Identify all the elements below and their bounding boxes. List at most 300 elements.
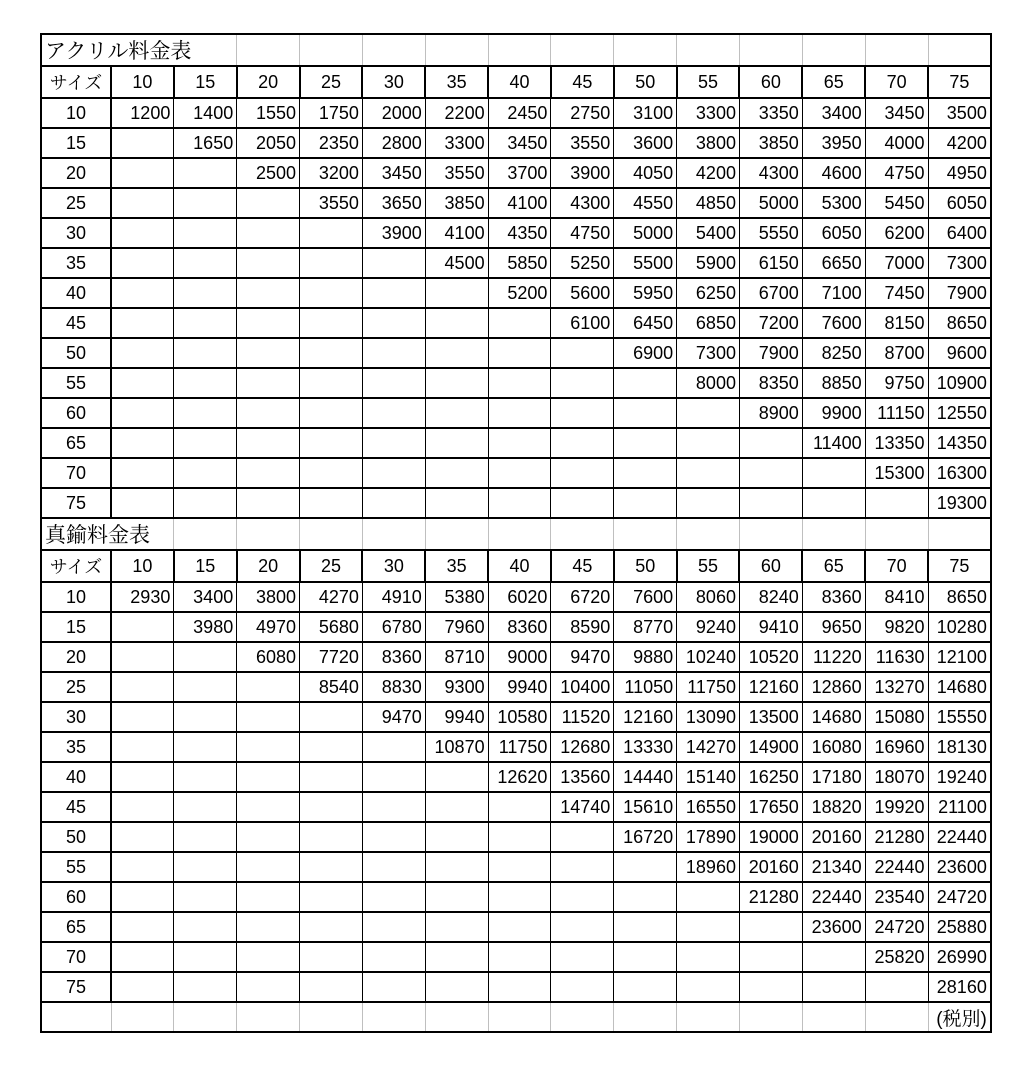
empty-cell xyxy=(237,248,300,278)
price-cell: 12160 xyxy=(614,702,677,732)
table-row xyxy=(41,972,991,1002)
empty-cell xyxy=(551,398,614,428)
row-header-30: 30 xyxy=(41,218,111,248)
empty-cell xyxy=(237,188,300,218)
price-cell: 8710 xyxy=(425,642,488,672)
price-cell: 20160 xyxy=(802,822,865,852)
column-header-20: 20 xyxy=(237,550,300,582)
price-cell: 7900 xyxy=(928,278,991,308)
price-cell: 2450 xyxy=(488,98,551,128)
empty-cell xyxy=(300,852,363,882)
empty-cell xyxy=(488,912,551,942)
empty-cell xyxy=(237,852,300,882)
price-cell: 6150 xyxy=(739,248,802,278)
empty-cell xyxy=(865,972,928,1002)
empty-cell xyxy=(111,458,174,488)
column-header-60: 60 xyxy=(739,550,802,582)
empty-cell xyxy=(111,822,174,852)
empty-cell xyxy=(111,942,174,972)
empty-cell xyxy=(300,912,363,942)
price-cell: 19300 xyxy=(928,488,991,518)
price-cell: 6200 xyxy=(865,218,928,248)
price-cell: 6900 xyxy=(614,338,677,368)
row-header-10: 10 xyxy=(41,98,111,128)
table-row xyxy=(41,582,991,612)
empty-cell xyxy=(677,458,740,488)
price-cell: 1650 xyxy=(174,128,237,158)
empty-cell xyxy=(237,398,300,428)
empty-cell xyxy=(237,702,300,732)
price-cell: 2350 xyxy=(300,128,363,158)
price-cell: 23600 xyxy=(928,852,991,882)
price-cell: 3350 xyxy=(739,98,802,128)
price-cell: 10870 xyxy=(425,732,488,762)
title-gap-cell xyxy=(425,34,488,66)
price-cell: 28160 xyxy=(928,972,991,1002)
title-gap-cell xyxy=(362,518,425,550)
empty-cell xyxy=(237,338,300,368)
price-cell: 9300 xyxy=(425,672,488,702)
table-row xyxy=(41,368,991,398)
column-header-40: 40 xyxy=(488,550,551,582)
price-cell: 8590 xyxy=(551,612,614,642)
row-header-75: 75 xyxy=(41,972,111,1002)
price-cell: 5680 xyxy=(300,612,363,642)
empty-cell xyxy=(551,942,614,972)
price-cell: 6080 xyxy=(237,642,300,672)
price-cell: 12550 xyxy=(928,398,991,428)
empty-cell xyxy=(488,368,551,398)
empty-cell xyxy=(425,428,488,458)
price-cell: 10400 xyxy=(551,672,614,702)
price-cell: 17890 xyxy=(677,822,740,852)
empty-cell xyxy=(802,488,865,518)
empty-cell xyxy=(551,882,614,912)
empty-cell xyxy=(425,398,488,428)
empty-cell xyxy=(614,428,677,458)
price-cell: 11750 xyxy=(677,672,740,702)
price-cell: 4970 xyxy=(237,612,300,642)
empty-cell xyxy=(300,882,363,912)
price-cell: 12100 xyxy=(928,642,991,672)
size-corner-label: サイズ xyxy=(41,550,111,582)
title-gap-cell xyxy=(237,34,300,66)
price-cell: 3300 xyxy=(425,128,488,158)
price-cell: 2930 xyxy=(111,582,174,612)
empty-cell xyxy=(425,972,488,1002)
table-title: アクリル料金表 xyxy=(45,40,192,63)
price-cell: 12860 xyxy=(802,672,865,702)
title-gap-cell xyxy=(802,518,865,550)
empty-cell xyxy=(174,188,237,218)
price-cell: 15300 xyxy=(865,458,928,488)
empty-cell xyxy=(488,942,551,972)
empty-cell xyxy=(488,488,551,518)
price-cell: 7900 xyxy=(739,338,802,368)
empty-cell xyxy=(551,852,614,882)
price-cell: 8360 xyxy=(488,612,551,642)
price-cell: 5500 xyxy=(614,248,677,278)
price-cell: 14740 xyxy=(551,792,614,822)
footer-gap-cell xyxy=(488,1002,551,1032)
title-gap-cell xyxy=(739,518,802,550)
table-title: 真鍮料金表 xyxy=(45,524,150,547)
row-header-50: 50 xyxy=(41,822,111,852)
price-cell: 1400 xyxy=(174,98,237,128)
footer-gap-cell xyxy=(802,1002,865,1032)
empty-cell xyxy=(488,852,551,882)
price-cell: 22440 xyxy=(802,882,865,912)
empty-cell xyxy=(362,398,425,428)
price-cell: 9410 xyxy=(739,612,802,642)
empty-cell xyxy=(614,972,677,1002)
empty-cell xyxy=(488,822,551,852)
price-cell: 9240 xyxy=(677,612,740,642)
empty-cell xyxy=(551,368,614,398)
price-cell: 11400 xyxy=(802,428,865,458)
price-cell: 22440 xyxy=(865,852,928,882)
price-cell: 1750 xyxy=(300,98,363,128)
table-title-row xyxy=(41,34,991,66)
price-cell: 6780 xyxy=(362,612,425,642)
price-cell: 8770 xyxy=(614,612,677,642)
price-cell: 25880 xyxy=(928,912,991,942)
row-header-15: 15 xyxy=(41,612,111,642)
price-cell: 8360 xyxy=(362,642,425,672)
price-cell: 3900 xyxy=(551,158,614,188)
size-header-row xyxy=(41,66,991,98)
price-cell: 21280 xyxy=(865,822,928,852)
empty-cell xyxy=(174,428,237,458)
empty-cell xyxy=(362,912,425,942)
price-cell: 8000 xyxy=(677,368,740,398)
empty-cell xyxy=(174,398,237,428)
empty-cell xyxy=(237,458,300,488)
brass-price-table xyxy=(41,518,991,1002)
empty-cell xyxy=(362,882,425,912)
price-cell: 6050 xyxy=(802,218,865,248)
price-cell: 11220 xyxy=(802,642,865,672)
price-cell: 8350 xyxy=(739,368,802,398)
price-cell: 8700 xyxy=(865,338,928,368)
empty-cell xyxy=(362,428,425,458)
empty-cell xyxy=(111,158,174,188)
price-cell: 19920 xyxy=(865,792,928,822)
price-cell: 4950 xyxy=(928,158,991,188)
empty-cell xyxy=(300,732,363,762)
price-cell: 14680 xyxy=(928,672,991,702)
price-cell: 6400 xyxy=(928,218,991,248)
empty-cell xyxy=(362,248,425,278)
empty-cell xyxy=(362,972,425,1002)
price-cell: 12680 xyxy=(551,732,614,762)
price-cell: 14440 xyxy=(614,762,677,792)
row-header-55: 55 xyxy=(41,852,111,882)
footer-gap-cell xyxy=(174,1002,237,1032)
empty-cell xyxy=(111,218,174,248)
price-cell: 10520 xyxy=(739,642,802,672)
column-header-70: 70 xyxy=(865,550,928,582)
price-cell: 16250 xyxy=(739,762,802,792)
price-cell: 11630 xyxy=(865,642,928,672)
title-gap-cell xyxy=(551,518,614,550)
empty-cell xyxy=(300,792,363,822)
empty-cell xyxy=(614,368,677,398)
price-cell: 5450 xyxy=(865,188,928,218)
empty-cell xyxy=(739,942,802,972)
price-cell: 16080 xyxy=(802,732,865,762)
price-cell: 11150 xyxy=(865,398,928,428)
empty-cell xyxy=(551,338,614,368)
empty-cell xyxy=(111,338,174,368)
title-gap-cell xyxy=(677,518,740,550)
empty-cell xyxy=(174,308,237,338)
footer-gap-cell xyxy=(739,1002,802,1032)
price-cell: 15140 xyxy=(677,762,740,792)
price-cell: 16960 xyxy=(865,732,928,762)
price-cell: 6650 xyxy=(802,248,865,278)
table-row xyxy=(41,792,991,822)
empty-cell xyxy=(677,428,740,458)
column-header-20: 20 xyxy=(237,66,300,98)
footer-gap-cell xyxy=(300,1002,363,1032)
empty-cell xyxy=(488,972,551,1002)
empty-cell xyxy=(739,428,802,458)
empty-cell xyxy=(551,972,614,1002)
title-gap-cell xyxy=(300,518,363,550)
price-cell: 24720 xyxy=(928,882,991,912)
price-cell: 18960 xyxy=(677,852,740,882)
price-cell: 12160 xyxy=(739,672,802,702)
price-cell: 6250 xyxy=(677,278,740,308)
price-cell: 14900 xyxy=(739,732,802,762)
row-header-30: 30 xyxy=(41,702,111,732)
price-cell: 6450 xyxy=(614,308,677,338)
column-header-55: 55 xyxy=(677,66,740,98)
empty-cell xyxy=(174,672,237,702)
empty-cell xyxy=(174,642,237,672)
price-cell: 12620 xyxy=(488,762,551,792)
empty-cell xyxy=(677,398,740,428)
empty-cell xyxy=(802,942,865,972)
column-header-30: 30 xyxy=(362,550,425,582)
empty-cell xyxy=(551,458,614,488)
empty-cell xyxy=(362,488,425,518)
price-cell: 3450 xyxy=(488,128,551,158)
empty-cell xyxy=(425,308,488,338)
price-cell: 8900 xyxy=(739,398,802,428)
price-cell: 4000 xyxy=(865,128,928,158)
price-cell: 5600 xyxy=(551,278,614,308)
empty-cell xyxy=(677,882,740,912)
title-gap-cell xyxy=(425,518,488,550)
price-cell: 13090 xyxy=(677,702,740,732)
price-cell: 7300 xyxy=(928,248,991,278)
column-header-50: 50 xyxy=(614,66,677,98)
price-cell: 5250 xyxy=(551,248,614,278)
price-cell: 4550 xyxy=(614,188,677,218)
empty-cell xyxy=(237,792,300,822)
price-cell: 21280 xyxy=(739,882,802,912)
table-row xyxy=(41,398,991,428)
footer-gap-cell xyxy=(41,1002,111,1032)
price-cell: 5300 xyxy=(802,188,865,218)
row-header-75: 75 xyxy=(41,488,111,518)
price-cell: 3980 xyxy=(174,612,237,642)
price-cell: 4300 xyxy=(739,158,802,188)
price-cell: 3850 xyxy=(425,188,488,218)
empty-cell xyxy=(111,882,174,912)
row-header-40: 40 xyxy=(41,278,111,308)
column-header-75: 75 xyxy=(928,550,991,582)
price-cell: 3550 xyxy=(551,128,614,158)
empty-cell xyxy=(300,702,363,732)
title-gap-cell xyxy=(300,34,363,66)
empty-cell xyxy=(614,882,677,912)
price-cell: 1200 xyxy=(111,98,174,128)
row-header-35: 35 xyxy=(41,732,111,762)
price-cell: 9470 xyxy=(551,642,614,672)
column-header-15: 15 xyxy=(174,550,237,582)
price-cell: 23600 xyxy=(802,912,865,942)
empty-cell xyxy=(425,822,488,852)
empty-cell xyxy=(237,732,300,762)
empty-cell xyxy=(614,398,677,428)
table-row xyxy=(41,612,991,642)
empty-cell xyxy=(237,882,300,912)
empty-cell xyxy=(362,822,425,852)
price-cell: 4750 xyxy=(865,158,928,188)
size-corner-label: サイズ xyxy=(41,66,111,98)
price-cell: 3450 xyxy=(865,98,928,128)
empty-cell xyxy=(237,942,300,972)
price-cell: 23540 xyxy=(865,882,928,912)
empty-cell xyxy=(237,672,300,702)
empty-cell xyxy=(111,368,174,398)
empty-cell xyxy=(174,368,237,398)
table-footer xyxy=(41,1002,991,1032)
table-row xyxy=(41,308,991,338)
empty-cell xyxy=(300,368,363,398)
price-cell: 3550 xyxy=(425,158,488,188)
price-cell: 4100 xyxy=(488,188,551,218)
price-cell: 6020 xyxy=(488,582,551,612)
price-cell: 17180 xyxy=(802,762,865,792)
price-cell: 9470 xyxy=(362,702,425,732)
empty-cell xyxy=(425,762,488,792)
empty-cell xyxy=(300,488,363,518)
row-header-70: 70 xyxy=(41,942,111,972)
title-gap-cell xyxy=(488,518,551,550)
price-cell: 15610 xyxy=(614,792,677,822)
price-cell: 3200 xyxy=(300,158,363,188)
empty-cell xyxy=(614,488,677,518)
price-cell: 4270 xyxy=(300,582,363,612)
empty-cell xyxy=(174,792,237,822)
price-cell: 11750 xyxy=(488,732,551,762)
empty-cell xyxy=(111,612,174,642)
empty-cell xyxy=(300,308,363,338)
empty-cell xyxy=(300,972,363,1002)
table-row xyxy=(41,128,991,158)
price-cell: 15080 xyxy=(865,702,928,732)
price-cell: 14680 xyxy=(802,702,865,732)
price-cell: 4750 xyxy=(551,218,614,248)
empty-cell xyxy=(802,972,865,1002)
table-row xyxy=(41,338,991,368)
price-cell: 4500 xyxy=(425,248,488,278)
title-gap-cell xyxy=(865,518,928,550)
empty-cell xyxy=(174,248,237,278)
empty-cell xyxy=(362,278,425,308)
empty-cell xyxy=(362,732,425,762)
column-header-25: 25 xyxy=(300,550,363,582)
row-header-10: 10 xyxy=(41,582,111,612)
empty-cell xyxy=(300,248,363,278)
price-cell: 19240 xyxy=(928,762,991,792)
price-cell: 8360 xyxy=(802,582,865,612)
price-cell: 8850 xyxy=(802,368,865,398)
empty-cell xyxy=(111,488,174,518)
table-row xyxy=(41,428,991,458)
empty-cell xyxy=(111,732,174,762)
price-cell: 8650 xyxy=(928,308,991,338)
footer-gap-cell xyxy=(362,1002,425,1032)
title-gap-cell xyxy=(677,34,740,66)
price-cell: 3600 xyxy=(614,128,677,158)
empty-cell xyxy=(237,368,300,398)
price-cell: 14270 xyxy=(677,732,740,762)
price-cell: 7450 xyxy=(865,278,928,308)
empty-cell xyxy=(865,488,928,518)
empty-cell xyxy=(111,308,174,338)
empty-cell xyxy=(677,912,740,942)
table-row xyxy=(41,762,991,792)
empty-cell xyxy=(111,642,174,672)
empty-cell xyxy=(551,822,614,852)
empty-cell xyxy=(300,278,363,308)
price-cell: 3800 xyxy=(237,582,300,612)
size-header-row xyxy=(41,550,991,582)
price-cell: 3100 xyxy=(614,98,677,128)
price-cell: 7300 xyxy=(677,338,740,368)
empty-cell xyxy=(677,488,740,518)
table-row xyxy=(41,852,991,882)
price-cell: 11050 xyxy=(614,672,677,702)
column-header-15: 15 xyxy=(174,66,237,98)
empty-cell xyxy=(300,338,363,368)
column-header-65: 65 xyxy=(802,550,865,582)
column-header-45: 45 xyxy=(551,550,614,582)
price-cell: 3900 xyxy=(362,218,425,248)
empty-cell xyxy=(739,458,802,488)
price-cell: 3400 xyxy=(802,98,865,128)
price-cell: 8150 xyxy=(865,308,928,338)
table-row xyxy=(41,98,991,128)
price-cell: 4300 xyxy=(551,188,614,218)
empty-cell xyxy=(111,128,174,158)
price-cell: 2050 xyxy=(237,128,300,158)
price-cell: 2800 xyxy=(362,128,425,158)
price-cell: 5950 xyxy=(614,278,677,308)
table-row xyxy=(41,912,991,942)
price-cell: 9650 xyxy=(802,612,865,642)
table-row xyxy=(41,188,991,218)
empty-cell xyxy=(362,762,425,792)
price-cell: 8830 xyxy=(362,672,425,702)
empty-cell xyxy=(425,852,488,882)
table-row xyxy=(41,822,991,852)
